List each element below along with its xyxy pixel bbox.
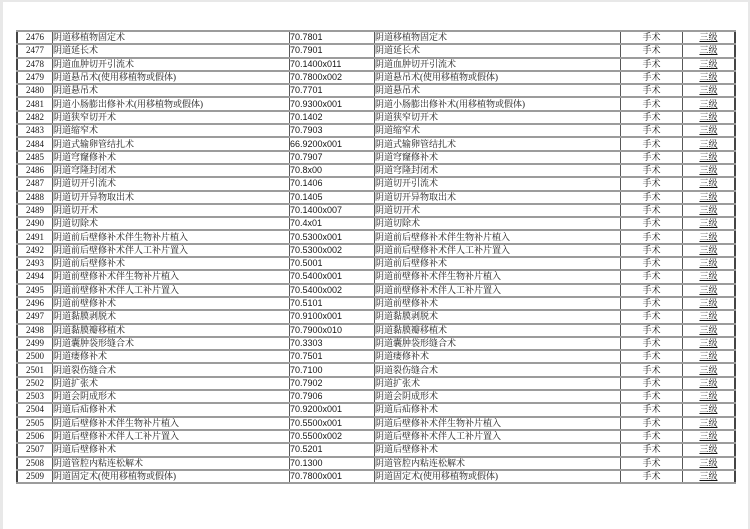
table-row	[17, 363, 735, 376]
procedure-name-2-cell: 阴道缩窄术	[375, 124, 621, 137]
procedure-name-cell: 阴道会阴成形术	[53, 390, 290, 403]
serial-number-cell: 2505	[17, 417, 53, 430]
category-cell: 手术	[621, 430, 683, 443]
serial-number-cell: 2488	[17, 191, 53, 204]
table-row	[17, 230, 735, 243]
level-cell: 三级	[683, 137, 736, 150]
serial-number-cell: 2497	[17, 310, 53, 323]
table-row	[17, 97, 735, 110]
level-cell: 三级	[683, 164, 736, 177]
category-cell: 手术	[621, 324, 683, 337]
level-cell: 三级	[683, 257, 736, 270]
procedure-name-cell: 阴道管腔内粘连松解术	[53, 457, 290, 470]
code-cell: 70.7100	[290, 363, 375, 376]
table-row	[17, 217, 735, 230]
table-row	[17, 403, 735, 416]
level-cell: 三级	[683, 417, 736, 430]
level-cell: 三级	[683, 430, 736, 443]
procedure-name-cell: 阴道穹窿修补术	[53, 151, 290, 164]
table-row	[17, 58, 735, 71]
category-cell: 手术	[621, 230, 683, 243]
serial-number-cell: 2486	[17, 164, 53, 177]
procedure-name-cell: 阴道黏膜剥脱术	[53, 310, 290, 323]
level-cell: 三级	[683, 297, 736, 310]
table-row	[17, 350, 735, 363]
serial-number-cell: 2485	[17, 151, 53, 164]
level-cell: 三级	[683, 217, 736, 230]
serial-number-cell: 2499	[17, 337, 53, 350]
category-cell: 手术	[621, 443, 683, 456]
procedure-name-2-cell: 阴道穹窿修补术	[375, 151, 621, 164]
procedure-name-cell: 阴道瘘修补术	[53, 350, 290, 363]
code-cell: 70.5300x001	[290, 230, 375, 243]
procedure-name-cell: 阴道前后壁修补术伴人工补片置入	[53, 244, 290, 257]
code-cell: 70.5001	[290, 257, 375, 270]
code-cell: 70.3303	[290, 337, 375, 350]
table-row	[17, 257, 735, 270]
serial-number-cell: 2500	[17, 350, 53, 363]
level-cell: 三级	[683, 284, 736, 297]
procedure-name-2-cell: 阴道延长术	[375, 44, 621, 57]
procedure-name-2-cell: 阴道后壁修补术伴生物补片植入	[375, 417, 621, 430]
procedure-name-cell: 阴道悬吊术(使用移植物或假体)	[53, 71, 290, 84]
category-cell: 手术	[621, 71, 683, 84]
code-cell: 70.7906	[290, 390, 375, 403]
procedure-name-2-cell: 阴道固定术(使用移植物或假体)	[375, 470, 621, 483]
table-row	[17, 457, 735, 470]
serial-number-cell: 2476	[17, 31, 53, 44]
category-cell: 手术	[621, 377, 683, 390]
code-cell: 70.7902	[290, 377, 375, 390]
level-cell: 三级	[683, 84, 736, 97]
code-cell: 70.5300x002	[290, 244, 375, 257]
table-row	[17, 164, 735, 177]
procedure-name-2-cell: 阴道黏膜瓣移植术	[375, 324, 621, 337]
level-cell: 三级	[683, 44, 736, 57]
table-row	[17, 284, 735, 297]
procedure-name-2-cell: 阴道前壁修补术	[375, 297, 621, 310]
table-row	[17, 417, 735, 430]
level-cell: 三级	[683, 31, 736, 44]
level-cell: 三级	[683, 111, 736, 124]
category-cell: 手术	[621, 390, 683, 403]
serial-number-cell: 2479	[17, 71, 53, 84]
code-cell: 66.9200x001	[290, 137, 375, 150]
table-row	[17, 124, 735, 137]
procedure-name-2-cell: 阴道前后壁修补术	[375, 257, 621, 270]
serial-number-cell: 2504	[17, 403, 53, 416]
procedure-name-2-cell: 阴道切开异物取出术	[375, 191, 621, 204]
code-cell: 70.5101	[290, 297, 375, 310]
document-page	[16, 30, 736, 484]
procedure-name-2-cell: 阴道前壁修补术伴生物补片植入	[375, 270, 621, 283]
serial-number-cell: 2493	[17, 257, 53, 270]
category-cell: 手术	[621, 164, 683, 177]
serial-number-cell: 2478	[17, 58, 53, 71]
category-cell: 手术	[621, 350, 683, 363]
procedure-name-2-cell: 阴道管腔内粘连松解术	[375, 457, 621, 470]
table-row	[17, 44, 735, 57]
procedure-name-2-cell: 阴道穹隆封闭术	[375, 164, 621, 177]
category-cell: 手术	[621, 137, 683, 150]
serial-number-cell: 2502	[17, 377, 53, 390]
level-cell: 三级	[683, 58, 736, 71]
procedure-name-2-cell: 阴道切开引流术	[375, 177, 621, 190]
procedure-name-cell: 阴道黏膜瓣移植术	[53, 324, 290, 337]
level-cell: 三级	[683, 97, 736, 110]
procedure-name-2-cell: 阴道后壁修补术伴人工补片置入	[375, 430, 621, 443]
procedure-name-2-cell: 阴道后疝修补术	[375, 403, 621, 416]
procedure-name-cell: 阴道狭窄切开术	[53, 111, 290, 124]
code-cell: 70.7800x002	[290, 71, 375, 84]
procedure-name-2-cell: 阴道囊肿袋形缝合术	[375, 337, 621, 350]
table-row	[17, 111, 735, 124]
serial-number-cell: 2507	[17, 443, 53, 456]
serial-number-cell: 2477	[17, 44, 53, 57]
procedure-name-cell: 阴道缩窄术	[53, 124, 290, 137]
category-cell: 手术	[621, 337, 683, 350]
level-cell: 三级	[683, 230, 736, 243]
category-cell: 手术	[621, 111, 683, 124]
page-edge-top	[0, 0, 750, 2]
procedure-name-2-cell: 阴道瘘修补术	[375, 350, 621, 363]
level-cell: 三级	[683, 403, 736, 416]
serial-number-cell: 2487	[17, 177, 53, 190]
procedure-name-cell: 阴道前壁修补术伴生物补片植入	[53, 270, 290, 283]
code-cell: 70.5201	[290, 443, 375, 456]
table-row	[17, 297, 735, 310]
table-row	[17, 310, 735, 323]
code-cell: 70.5500x002	[290, 430, 375, 443]
serial-number-cell: 2490	[17, 217, 53, 230]
code-cell: 70.1406	[290, 177, 375, 190]
level-cell: 三级	[683, 244, 736, 257]
category-cell: 手术	[621, 457, 683, 470]
procedure-name-cell: 阴道后疝修补术	[53, 403, 290, 416]
code-cell: 70.7903	[290, 124, 375, 137]
serial-number-cell: 2498	[17, 324, 53, 337]
serial-number-cell: 2496	[17, 297, 53, 310]
procedure-name-2-cell: 阴道悬吊术	[375, 84, 621, 97]
code-cell: 70.7901	[290, 44, 375, 57]
level-cell: 三级	[683, 324, 736, 337]
level-cell: 三级	[683, 350, 736, 363]
category-cell: 手术	[621, 151, 683, 164]
code-cell: 70.1400x011	[290, 58, 375, 71]
level-cell: 三级	[683, 191, 736, 204]
level-cell: 三级	[683, 310, 736, 323]
category-cell: 手术	[621, 58, 683, 71]
serial-number-cell: 2481	[17, 97, 53, 110]
category-cell: 手术	[621, 31, 683, 44]
table-row	[17, 151, 735, 164]
procedure-name-2-cell: 阴道切除术	[375, 217, 621, 230]
code-cell: 70.7907	[290, 151, 375, 164]
code-cell: 70.7800x001	[290, 470, 375, 483]
code-cell: 70.5400x001	[290, 270, 375, 283]
table-row	[17, 191, 735, 204]
category-cell: 手术	[621, 297, 683, 310]
category-cell: 手术	[621, 284, 683, 297]
procedure-name-cell: 阴道后壁修补术	[53, 443, 290, 456]
procedure-name-2-cell: 阴道会阴成形术	[375, 390, 621, 403]
table-row	[17, 390, 735, 403]
procedure-name-cell: 阴道切除术	[53, 217, 290, 230]
procedure-name-2-cell: 阴道黏膜剥脱术	[375, 310, 621, 323]
category-cell: 手术	[621, 310, 683, 323]
procedure-table	[16, 30, 736, 484]
level-cell: 三级	[683, 204, 736, 217]
code-cell: 70.7701	[290, 84, 375, 97]
code-cell: 70.1400x007	[290, 204, 375, 217]
serial-number-cell: 2480	[17, 84, 53, 97]
procedure-name-2-cell: 阴道小肠膨出修补术(用移植物或假体)	[375, 97, 621, 110]
serial-number-cell: 2506	[17, 430, 53, 443]
level-cell: 三级	[683, 270, 736, 283]
category-cell: 手术	[621, 204, 683, 217]
procedure-name-2-cell: 阴道裂伤缝合术	[375, 363, 621, 376]
table-row	[17, 470, 735, 483]
procedure-name-cell: 阴道穹隆封闭术	[53, 164, 290, 177]
category-cell: 手术	[621, 417, 683, 430]
code-cell: 70.9300x001	[290, 97, 375, 110]
procedure-name-2-cell: 阴道扩张术	[375, 377, 621, 390]
category-cell: 手术	[621, 470, 683, 483]
level-cell: 三级	[683, 363, 736, 376]
code-cell: 70.4x01	[290, 217, 375, 230]
level-cell: 三级	[683, 71, 736, 84]
procedure-name-2-cell: 阴道前后壁修补术伴人工补片置入	[375, 244, 621, 257]
code-cell: 70.7801	[290, 31, 375, 44]
serial-number-cell: 2489	[17, 204, 53, 217]
procedure-name-cell: 阴道切开引流术	[53, 177, 290, 190]
procedure-name-2-cell: 阴道血肿切开引流术	[375, 58, 621, 71]
level-cell: 三级	[683, 124, 736, 137]
table-row	[17, 443, 735, 456]
level-cell: 三级	[683, 377, 736, 390]
table-row	[17, 71, 735, 84]
procedure-name-2-cell: 阴道狭窄切开术	[375, 111, 621, 124]
level-cell: 三级	[683, 457, 736, 470]
code-cell: 70.1300	[290, 457, 375, 470]
procedure-name-cell: 阴道扩张术	[53, 377, 290, 390]
table-row	[17, 244, 735, 257]
table-row	[17, 84, 735, 97]
serial-number-cell: 2503	[17, 390, 53, 403]
procedure-name-2-cell: 阴道式输卵管结扎术	[375, 137, 621, 150]
procedure-name-cell: 阴道切开术	[53, 204, 290, 217]
table-row	[17, 177, 735, 190]
procedure-name-2-cell: 阴道悬吊术(使用移植物或假体)	[375, 71, 621, 84]
level-cell: 三级	[683, 177, 736, 190]
procedure-name-cell: 阴道囊肿袋形缝合术	[53, 337, 290, 350]
category-cell: 手术	[621, 257, 683, 270]
serial-number-cell: 2484	[17, 137, 53, 150]
level-cell: 三级	[683, 337, 736, 350]
page-edge-left	[0, 0, 3, 529]
category-cell: 手术	[621, 44, 683, 57]
procedure-name-cell: 阴道延长术	[53, 44, 290, 57]
category-cell: 手术	[621, 363, 683, 376]
code-cell: 70.7501	[290, 350, 375, 363]
code-cell: 70.5500x001	[290, 417, 375, 430]
procedure-name-cell: 阴道后壁修补术伴生物补片植入	[53, 417, 290, 430]
category-cell: 手术	[621, 84, 683, 97]
category-cell: 手术	[621, 244, 683, 257]
level-cell: 三级	[683, 390, 736, 403]
serial-number-cell: 2492	[17, 244, 53, 257]
table-row	[17, 337, 735, 350]
serial-number-cell: 2495	[17, 284, 53, 297]
table-row	[17, 324, 735, 337]
serial-number-cell: 2483	[17, 124, 53, 137]
table-row	[17, 137, 735, 150]
category-cell: 手术	[621, 403, 683, 416]
procedure-name-cell: 阴道式输卵管结扎术	[53, 137, 290, 150]
procedure-name-cell: 阴道悬吊术	[53, 84, 290, 97]
serial-number-cell: 2494	[17, 270, 53, 283]
category-cell: 手术	[621, 191, 683, 204]
procedure-name-cell: 阴道固定术(使用移植物或假体)	[53, 470, 290, 483]
procedure-name-2-cell: 阴道前后壁修补术伴生物补片植入	[375, 230, 621, 243]
category-cell: 手术	[621, 177, 683, 190]
table-row	[17, 270, 735, 283]
code-cell: 70.1402	[290, 111, 375, 124]
serial-number-cell: 2501	[17, 363, 53, 376]
procedure-name-2-cell: 阴道后壁修补术	[375, 443, 621, 456]
level-cell: 三级	[683, 470, 736, 483]
category-cell: 手术	[621, 97, 683, 110]
procedure-name-cell: 阴道前壁修补术伴人工补片置入	[53, 284, 290, 297]
procedure-name-cell: 阴道前后壁修补术伴生物补片植入	[53, 230, 290, 243]
level-cell: 三级	[683, 151, 736, 164]
procedure-name-cell: 阴道裂伤缝合术	[53, 363, 290, 376]
procedure-name-2-cell: 阴道前壁修补术伴人工补片置入	[375, 284, 621, 297]
code-cell: 70.1405	[290, 191, 375, 204]
code-cell: 70.9100x001	[290, 310, 375, 323]
procedure-name-cell: 阴道血肿切开引流术	[53, 58, 290, 71]
level-cell: 三级	[683, 443, 736, 456]
procedure-name-cell: 阴道后壁修补术伴人工补片置入	[53, 430, 290, 443]
procedure-name-2-cell: 阴道切开术	[375, 204, 621, 217]
table-row	[17, 204, 735, 217]
serial-number-cell: 2508	[17, 457, 53, 470]
table-row	[17, 430, 735, 443]
serial-number-cell: 2491	[17, 230, 53, 243]
procedure-name-cell: 阴道前壁修补术	[53, 297, 290, 310]
code-cell: 70.9200x001	[290, 403, 375, 416]
category-cell: 手术	[621, 124, 683, 137]
procedure-name-cell: 阴道移植物固定术	[53, 31, 290, 44]
code-cell: 70.8x00	[290, 164, 375, 177]
category-cell: 手术	[621, 270, 683, 283]
code-cell: 70.5400x002	[290, 284, 375, 297]
procedure-name-cell: 阴道切开异物取出术	[53, 191, 290, 204]
procedure-name-2-cell: 阴道移植物固定术	[375, 31, 621, 44]
table-row	[17, 31, 735, 44]
procedure-name-cell: 阴道前后壁修补术	[53, 257, 290, 270]
serial-number-cell: 2482	[17, 111, 53, 124]
procedure-name-cell: 阴道小肠膨出修补术(用移植物或假体)	[53, 97, 290, 110]
code-cell: 70.7900x010	[290, 324, 375, 337]
serial-number-cell: 2509	[17, 470, 53, 483]
table-row	[17, 377, 735, 390]
category-cell: 手术	[621, 217, 683, 230]
